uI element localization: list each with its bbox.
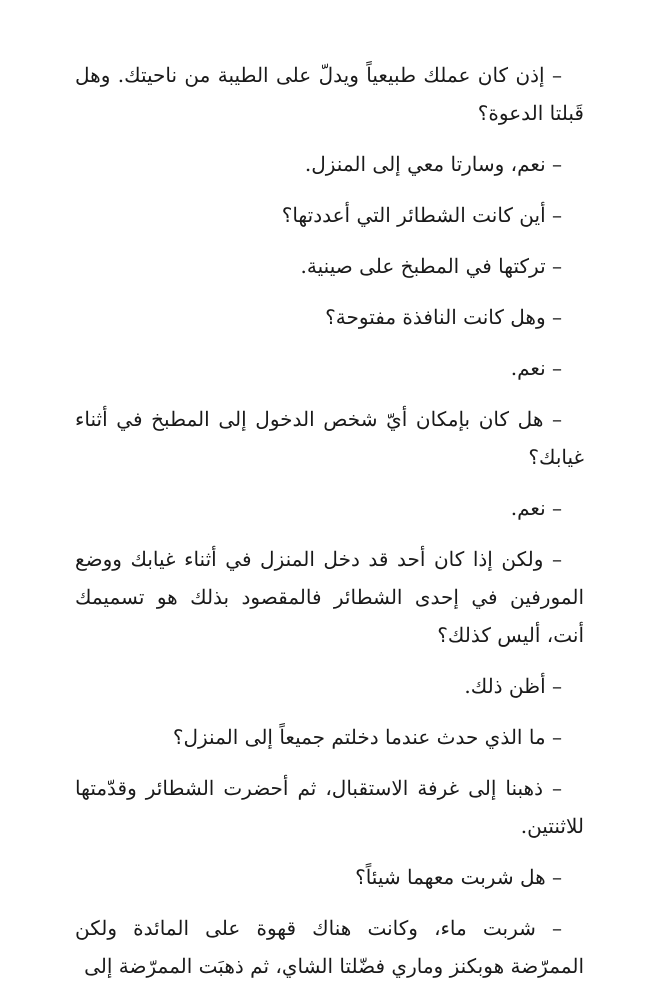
dialogue-line: – ولكن إذا كان أحد قد دخل المنزل في أثناء غيابك ووضع المورفين في إحدى الشطائر فالمقصود بذلك هو تسميمك أنت، أليس كذلك؟ <box>75 547 584 647</box>
dialogue-line: – نعم، وسارتا معي إلى المنزل. <box>304 152 562 176</box>
dialogue-line: – نعم. <box>510 496 562 520</box>
dialogue-line: – نعم. <box>510 356 562 380</box>
dialogue-line: – هل شربت معهما شيئاً؟ <box>355 865 562 889</box>
dialogue-line: – أين كانت الشطائر التي أعددتها؟ <box>281 203 562 227</box>
dialogue-line: – أظن ذلك. <box>464 674 562 698</box>
book-page <box>75 56 584 998</box>
dialogue-line: – شربت ماء، وكانت هناك قهوة على المائدة ولكن الممرّضة هوبكنز وماري فضّلتا الشاي، ثم ذهبَت الممرّضة إلى <box>75 916 584 978</box>
dialogue-line: – هل كان بإمكان أيّ شخص الدخول إلى المطبخ في أثناء غيابك؟ <box>75 407 584 469</box>
dialogue-line: – تركتها في المطبخ على صينية. <box>300 254 562 278</box>
dialogue-line: – ذهبنا إلى غرفة الاستقبال، ثم أحضرت الشطائر وقدّمتها للاثنتين. <box>75 776 584 838</box>
dialogue-line: – وهل كانت النافذة مفتوحة؟ <box>325 305 562 329</box>
dialogue-line: – إذن كان عملك طبيعياً ويدلّ على الطيبة من ناحيتك. وهل قَبلتا الدعوة؟ <box>75 63 584 125</box>
dialogue-line: – ما الذي حدث عندما دخلتم جميعاً إلى المنزل؟ <box>172 725 562 749</box>
